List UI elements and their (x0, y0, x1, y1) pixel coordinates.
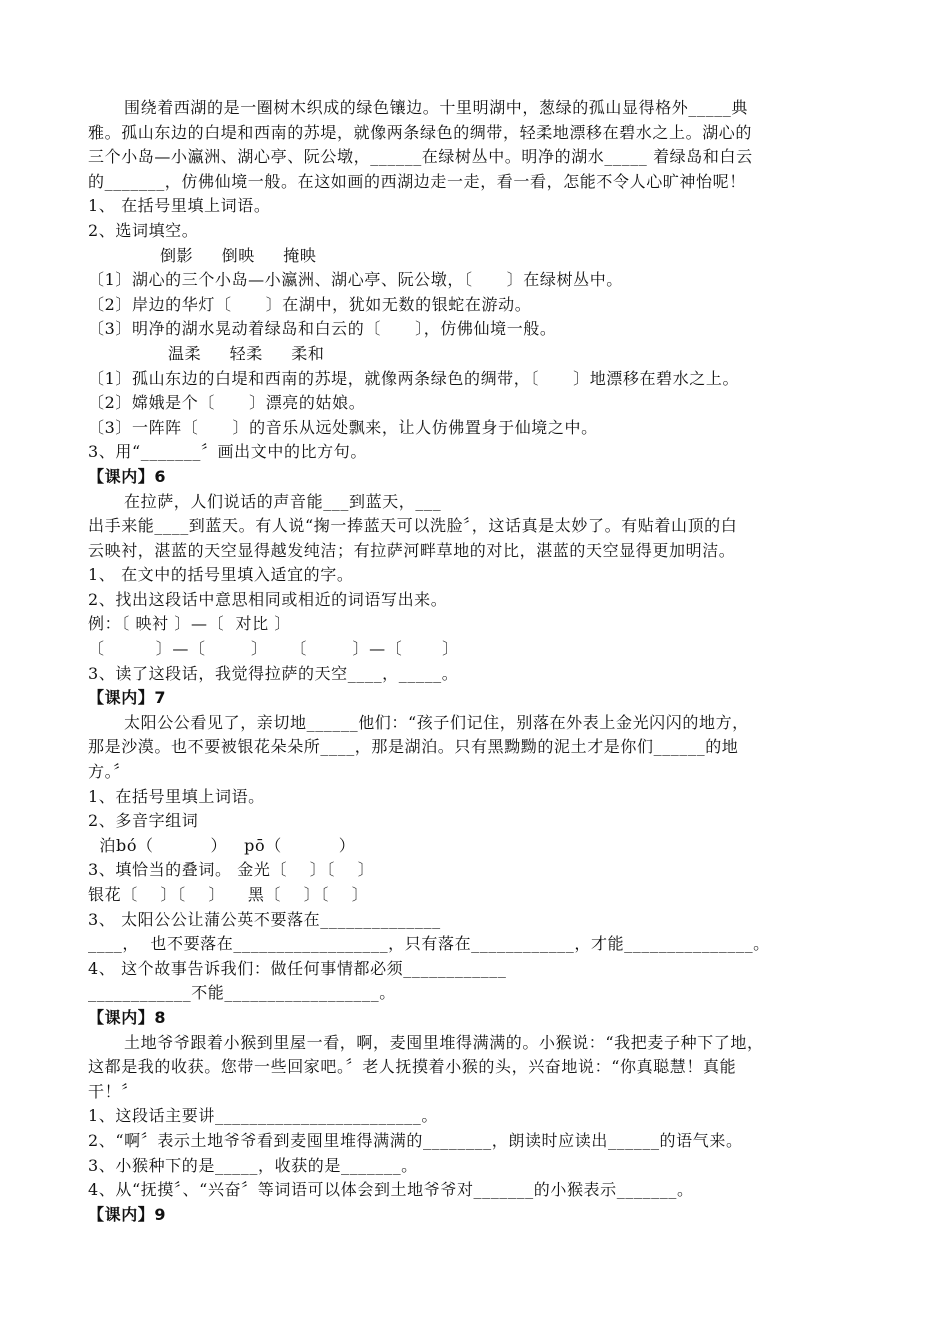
text-line: 1、在括号里填上词语。 (88, 786, 265, 806)
text-line: 2、选词填空。 (88, 220, 199, 240)
text-line: 2、多音字组词 (88, 811, 199, 831)
text-line: 〔3〕一阵阵〔 〕的音乐从远处飘来，让人仿佛置身于仙境之中。 (88, 417, 598, 437)
text-line: 温柔 轻柔 柔和 (168, 343, 325, 363)
text-line: 三个小岛—小瀛洲、湖心亭、阮公墩，______在绿树丛中。明净的湖水_____ 着绿岛和白云 (88, 147, 753, 167)
text-line: 倒影 倒映 掩映 (160, 245, 317, 265)
text-line: 〔 〕—〔 〕 〔 〕—〔 〕 (88, 639, 459, 659)
text-line: 4、 这个故事告诉我们：做任何事情都必须____________ (88, 958, 507, 978)
text-line: 2、“啊〞表示土地爷爷看到麦囤里堆得满满的________，朗读时应读出______的语气来。 (88, 1130, 743, 1150)
text-line: 1、 在文中的括号里填入适宜的字。 (88, 565, 354, 585)
text-line: 4、从“抚摸〞、“兴奋〞等词语可以体会到土地爷爷对_______的小猴表示_______。 (88, 1180, 694, 1200)
document-page (88, 96, 868, 1227)
text-line: ____________不能__________________。 (88, 983, 396, 1003)
text-line: 干！〞 (88, 1081, 138, 1101)
text-line: 太阳公公看见了，亲切地______他们：“孩子们记住，别落在外表上金光闪闪的地方， (124, 712, 749, 732)
text-line: 出手来能____到蓝天。有人说“掬一捧蓝天可以洗脸〞，这话真是太妙了。有贴着山顶的白 (88, 516, 738, 536)
text-line: 云映衬，湛蓝的天空显得越发纯洁；有拉萨河畔草地的对比，湛蓝的天空显得更加明洁。 (88, 540, 736, 560)
text-line: 方。〞 (88, 762, 130, 782)
text-line: 的_______，仿佛仙境一般。在这如画的西湖边走一走，看一看，怎能不令人心旷神怡呢！ (88, 171, 746, 191)
text-line: 3、读了这段话，我觉得拉萨的天空____，_____。 (88, 663, 459, 683)
text-line: 那是沙漠。也不要被银花朵朵所____，那是湖泊。只有黑黝黝的泥土才是你们______的地 (88, 737, 739, 757)
text-line: 在拉萨，人们说话的声音能___到蓝天，___ (124, 491, 442, 511)
text-line: 这都是我的收获。您带一些回家吧。〞老人抚摸着小猴的头，兴奋地说：“你真聪慧！真能 (88, 1057, 737, 1077)
section-heading: 【课内】9 (88, 1204, 167, 1224)
text-line: 土地爷爷跟着小猴到里屋一看，啊，麦囤里堆得满满的。小猴说：“我把麦子种下了地， (124, 1032, 764, 1052)
text-line: 〔1〕湖心的三个小岛—小瀛洲、湖心亭、阮公墩，〔 〕在绿树丛中。 (88, 270, 623, 290)
text-line: 〔2〕嫦娥是个〔 〕漂亮的姑娘。 (88, 393, 366, 413)
text-line: 雅。孤山东边的白堤和西南的苏堤，就像两条绿色的绸带，轻柔地漂移在碧水之上。湖心的 (88, 122, 753, 142)
section-heading: 【课内】8 (88, 1007, 167, 1027)
text-line: 〔3〕明净的湖水晃动着绿岛和白云的〔 〕，仿佛仙境一般。 (88, 319, 557, 339)
text-line: 围绕着西湖的是一圈树木织成的绿色镶边。十里明湖中，葱绿的孤山显得格外_____典 (124, 98, 749, 117)
text-line: 〔2〕岸边的华灯〔 〕在湖中，犹如无数的银蛇在游动。 (88, 294, 532, 314)
text-line: 〔1〕孤山东边的白堤和西南的苏堤，就像两条绿色的绸带，〔 〕地漂移在碧水之上。 (88, 368, 740, 388)
section-heading: 【课内】6 (88, 466, 167, 486)
text-line: 3、 太阳公公让蒲公英不要落在______________ (88, 909, 441, 929)
text-line: 3、填恰当的叠词。 金光〔 〕〔 〕 (88, 860, 375, 880)
text-line: 3、用“_______〞画出文中的比方句。 (88, 442, 367, 462)
text-line: 2、找出这段话中意思相同或相近的词语写出来。 (88, 589, 448, 609)
text-line: 1、 在括号里填上词语。 (88, 196, 271, 216)
text-line: ____， 也不要落在__________________，只有落在____________，才能_______________。 (88, 934, 770, 954)
text-line: 3、小猴种下的是_____，收获的是_______。 (88, 1155, 418, 1175)
text-line: 银花〔 〕〔 〕 黑〔 〕〔 〕 (88, 885, 369, 904)
section-heading: 【课内】7 (88, 688, 167, 708)
text-line: 例：〔 映衬 〕—〔 对比 〕 (88, 614, 292, 634)
text-line: 1、这段话主要讲________________________。 (88, 1106, 438, 1126)
text-line: 泊bó（ ） pō（ ） (88, 835, 356, 855)
